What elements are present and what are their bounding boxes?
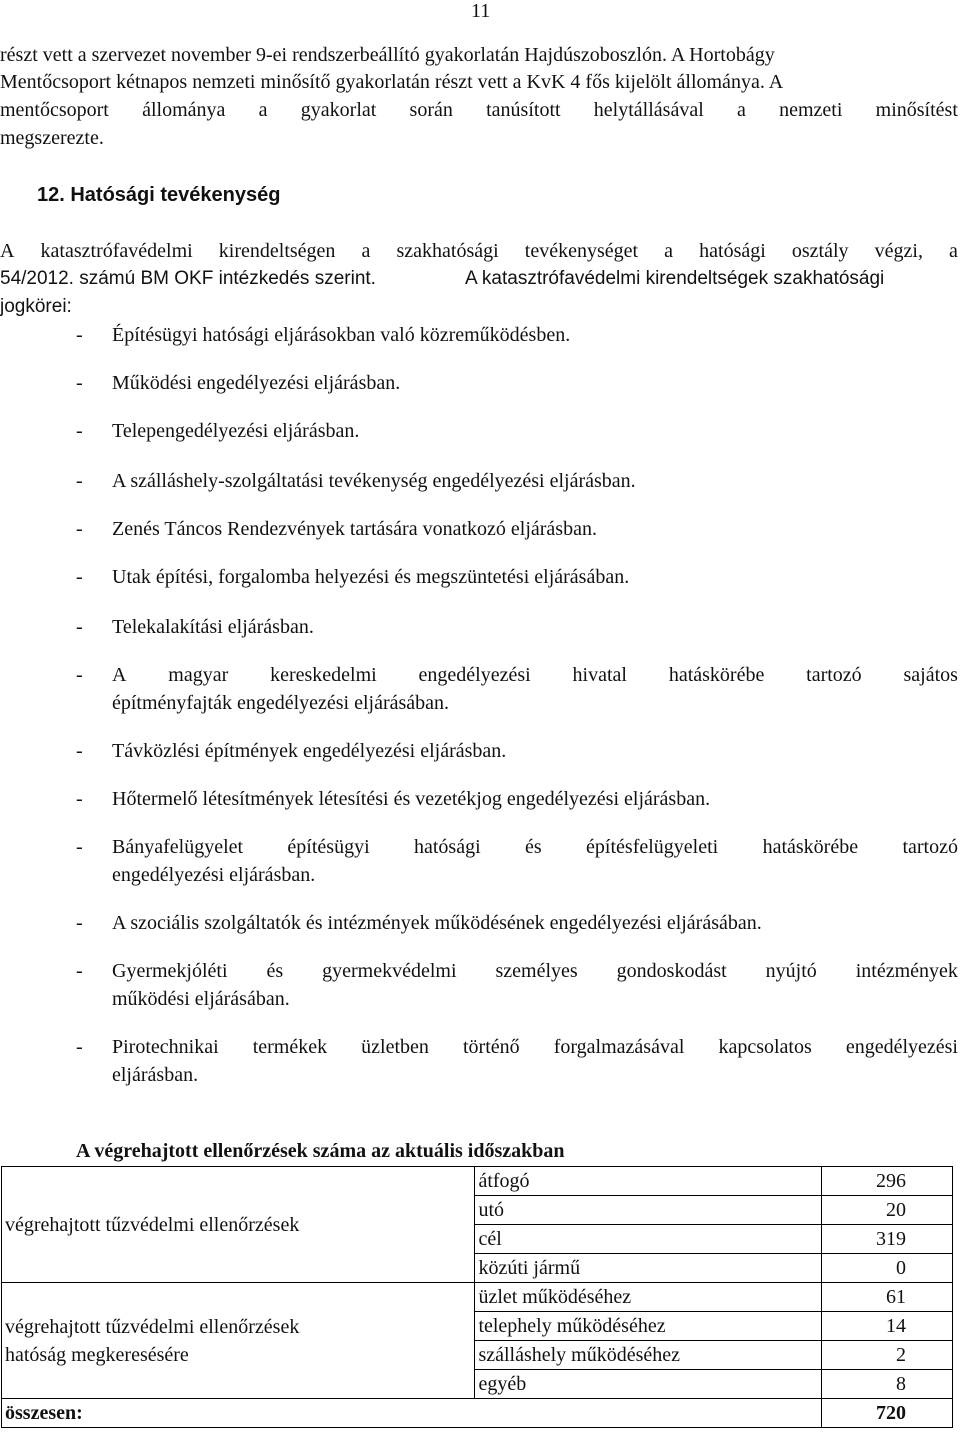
list-dash: - [76,740,83,762]
list-item: Telepengedélyezési eljárásban. [112,420,360,442]
total-label: összesen: [2,1399,822,1428]
count-cell: 296 [822,1167,953,1196]
count-cell: 319 [822,1225,953,1254]
list-item: Telekalakítási eljárásban. [112,616,314,638]
list-dash: - [76,912,83,934]
list-dash: - [76,566,83,588]
list-dash: - [76,836,83,858]
list-item-continuation: építményfajták engedélyezési eljárásában. [112,692,450,714]
count-cell: 61 [822,1283,953,1312]
list-item: Zenés Táncos Rendezvények tartására vonatkozó eljárásban. [112,518,597,540]
list-item: Távközlési építmények engedélyezési eljárásban. [112,740,507,762]
list-item-continuation: eljárásban. [112,1064,199,1086]
list-item: Bányafelügyelet építésügyi hatósági és építésfelügyeleti hatáskörébe tartozó [112,836,958,858]
type-cell: egyéb [475,1370,822,1399]
count-cell: 2 [822,1341,953,1370]
inspections-table [1,1166,953,1428]
intro-line-4: megszerezte. [0,127,104,149]
page-number: 11 [471,0,491,22]
list-item-continuation: működési eljárásában. [112,988,290,1010]
list-item: Működési engedélyezési eljárásban. [112,372,401,394]
list-dash: - [76,324,83,346]
table-row [2,1283,953,1312]
intro-line-2: Mentőcsoport kétnapos nemzeti minősítő gyakorlatán részt vett a KvK 4 fős kijelölt állománya. A [0,71,784,93]
count-cell: 0 [822,1254,953,1283]
list-item: Gyermekjóléti és gyermekvédelmi személyes gondoskodást nyújtó intézmények [112,960,958,982]
group-label: végrehajtott tűzvédelmi ellenőrzések [2,1167,475,1283]
total-value: 720 [822,1399,953,1428]
list-dash: - [76,420,83,442]
type-cell: cél [475,1225,822,1254]
type-cell: üzlet működéséhez [475,1283,822,1312]
type-cell: átfogó [475,1167,822,1196]
group-label: végrehajtott tűzvédelmi ellenőrzések hatóság megkeresésére [2,1283,475,1399]
total-row [2,1399,953,1428]
type-cell: utó [475,1196,822,1225]
section-heading: 12. Hatósági tevékenység [37,184,281,206]
list-item-continuation: engedélyezési eljárásban. [112,864,316,886]
list-dash: - [76,518,83,540]
intro-line-3: mentőcsoport állománya a gyakorlat során tanúsított helytállásával a nemzeti minősítést [0,99,958,121]
type-cell: közúti jármű [475,1254,822,1283]
list-item: A szociális szolgáltatók és intézmények működésének engedélyezési eljárásában. [112,912,762,934]
count-cell: 8 [822,1370,953,1399]
list-dash: - [76,664,83,686]
intro-line-1: részt vett a szervezet november 9-ei rendszerbeállító gyakorlatán Hajdúszoboszlón. A Hortobágy [0,44,775,66]
type-cell: szálláshely működéséhez [475,1341,822,1370]
list-dash: - [76,616,83,638]
section-line-1: A katasztrófavédelmi kirendeltségen a szakhatósági tevékenységet a hatósági osztály végzi, a [0,240,958,262]
table-row [2,1167,953,1196]
section-line-2b: A katasztrófavédelmi kirendeltségek szakhatósági [465,268,885,289]
list-item: Utak építési, forgalomba helyezési és megszüntetési eljárásában. [112,566,630,588]
list-item: Pirotechnikai termékek üzletben történő forgalmazásával kapcsolatos engedélyezési [112,1036,958,1058]
count-cell: 20 [822,1196,953,1225]
count-cell: 14 [822,1312,953,1341]
list-dash: - [76,1036,83,1058]
list-item: Építésügyi hatósági eljárásokban való közreműködésben. [112,324,571,346]
list-item: A szálláshely-szolgáltatási tevékenység engedélyezési eljárásban. [112,470,636,492]
type-cell: telephely működéséhez [475,1312,822,1341]
list-item: A magyar kereskedelmi engedélyezési hivatal hatáskörébe tartozó sajátos [112,664,958,686]
list-item: Hőtermelő létesítmények létesítési és vezetékjog engedélyezési eljárásban. [112,788,711,810]
section-line-2a: 54/2012. számú BM OKF intézkedés szerint. [0,268,376,289]
section-line-3: jogkörei: [0,296,72,317]
table-title: A végrehajtott ellenőrzések száma az aktuális időszakban [76,1140,565,1162]
list-dash: - [76,788,83,810]
list-dash: - [76,372,83,394]
list-dash: - [76,960,83,982]
list-dash: - [76,470,83,492]
